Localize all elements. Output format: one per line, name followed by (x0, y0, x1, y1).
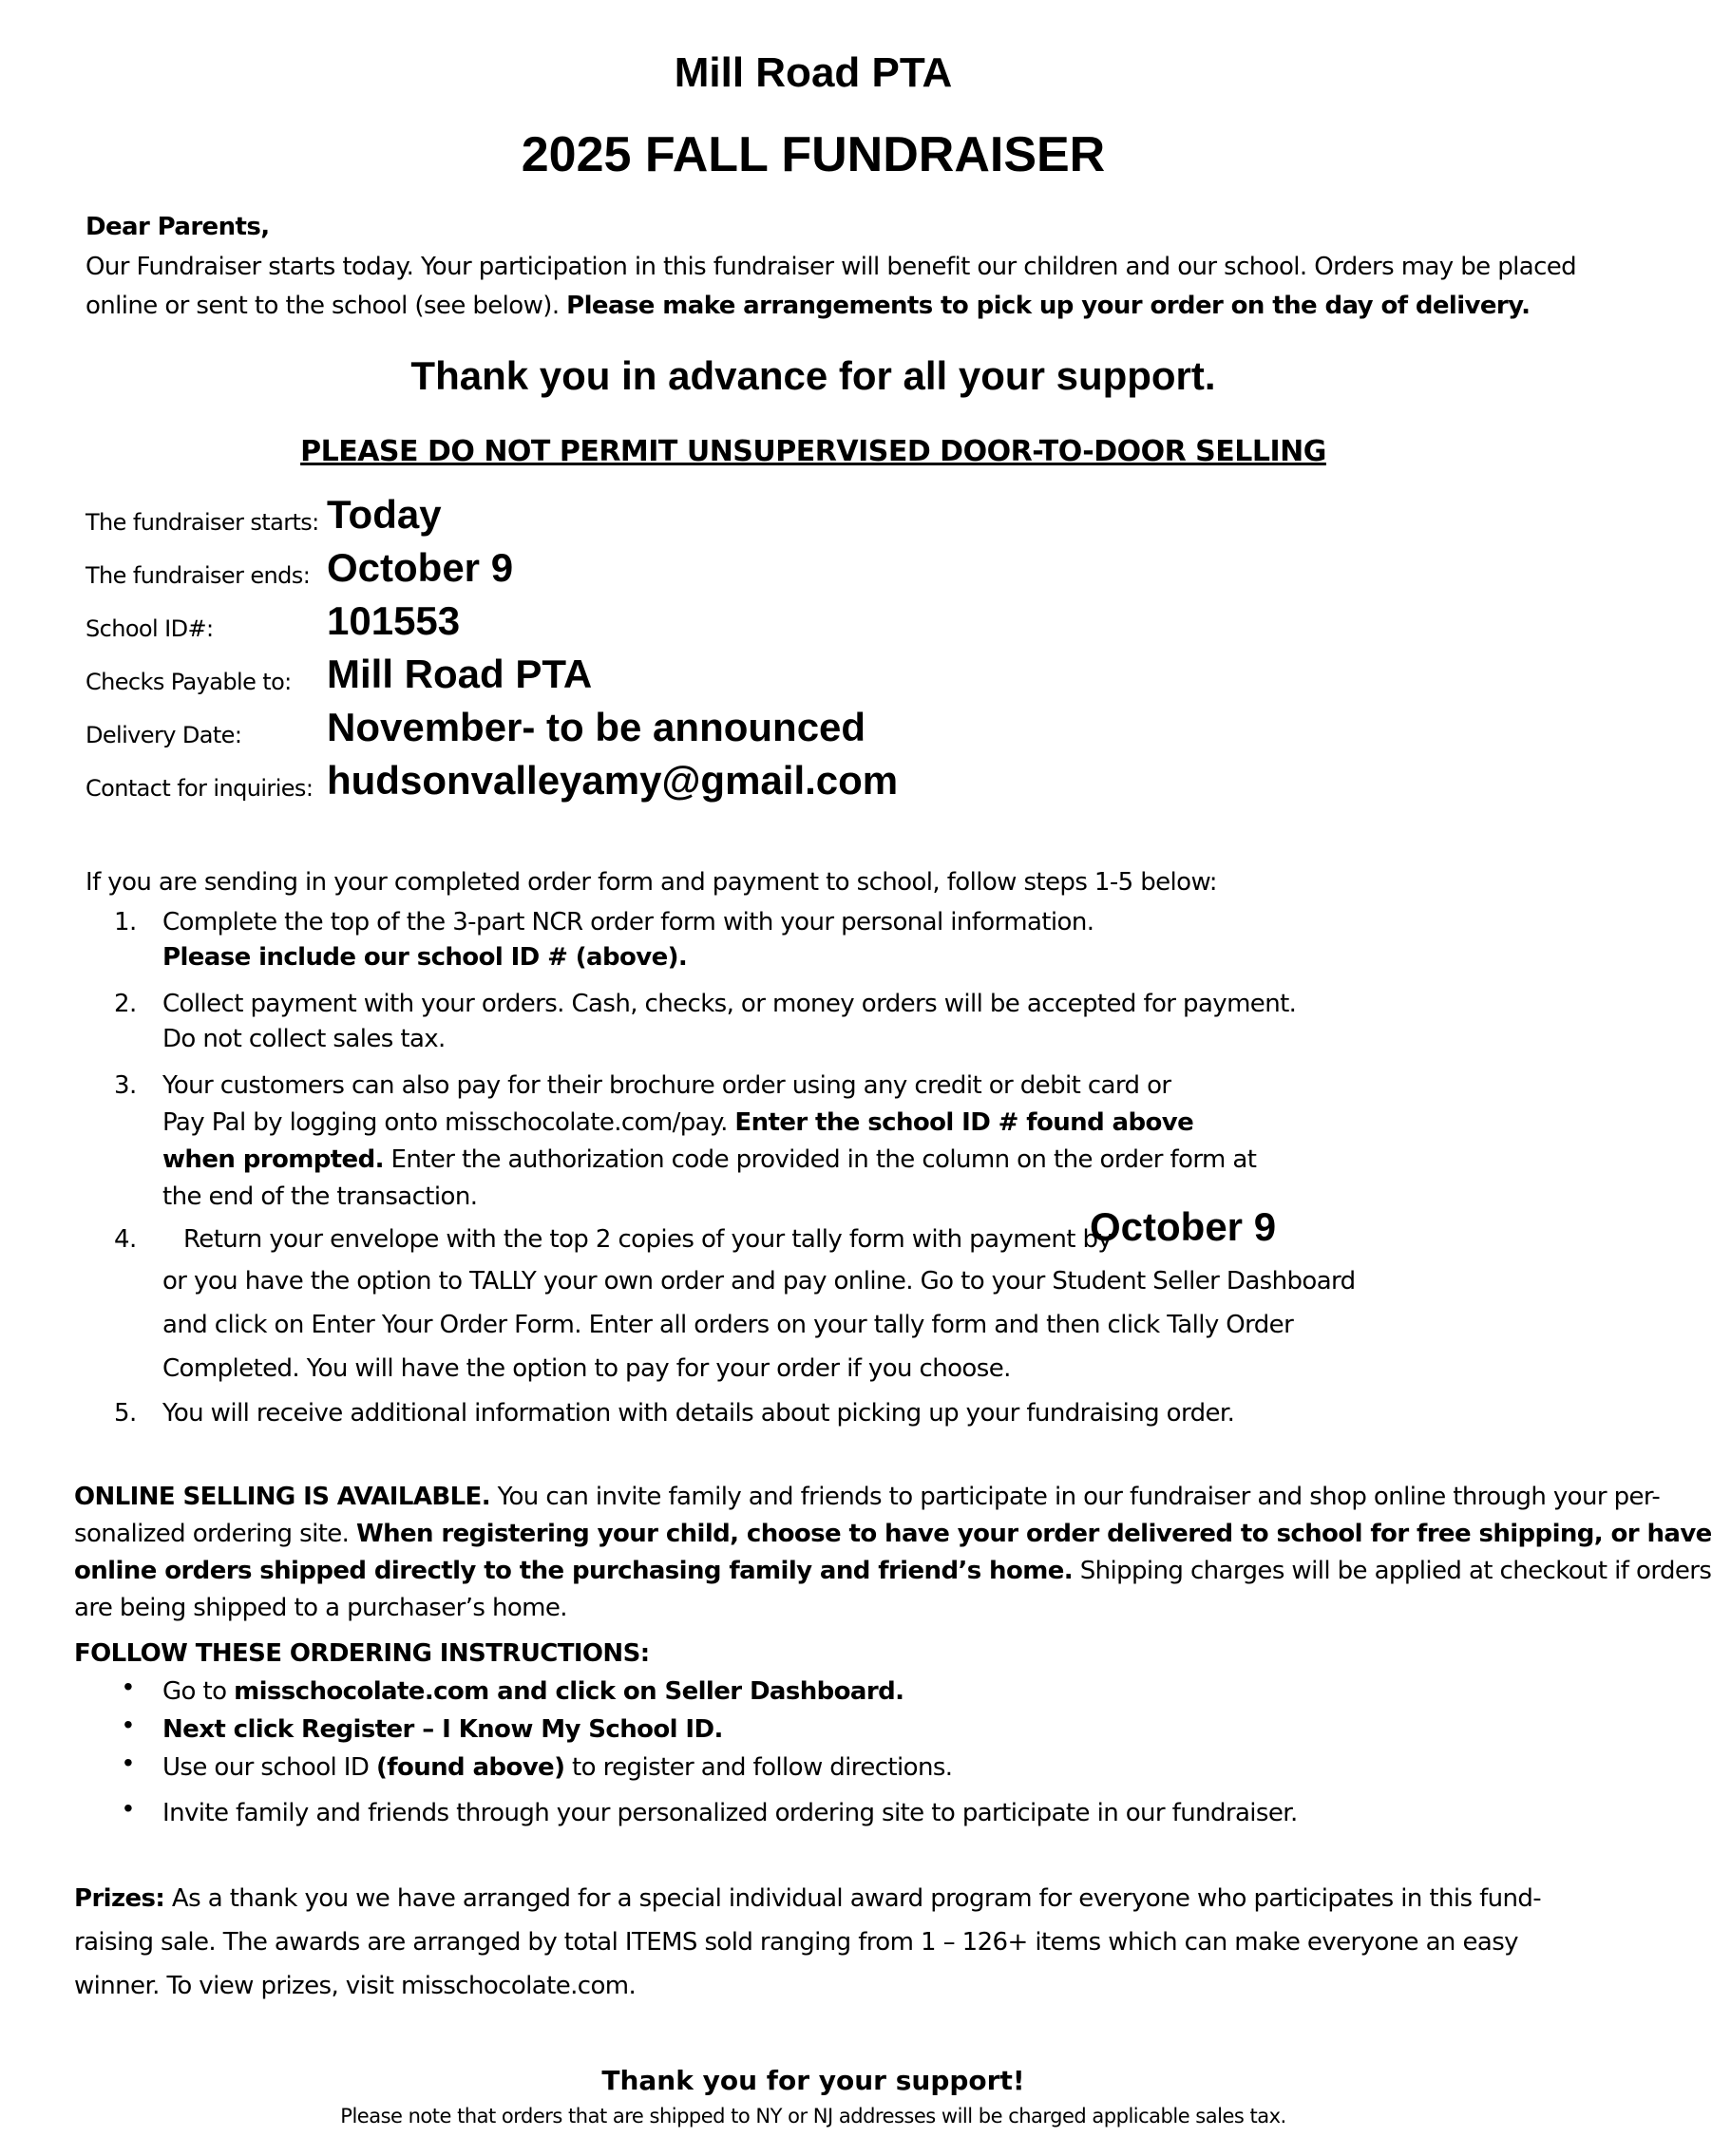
step-number: 4. (114, 1225, 137, 1254)
greeting: Dear Parents, (86, 213, 270, 241)
instruction-item: Use our school ID (found above) to register and follow directions. (162, 1753, 953, 1782)
closing-thanks: Thank you for your support! (601, 2065, 1025, 2096)
detail-label: Checks Payable to: (86, 669, 292, 695)
bullet-icon: • (124, 1748, 133, 1777)
detail-label: The fundraiser ends: (86, 562, 311, 589)
step-4-line: Return your envelope with the top 2 copies of your tally form with payment by (183, 1225, 1113, 1254)
step-number: 5. (114, 1399, 137, 1428)
instruction-item: Next click Register – I Know My School ID. (162, 1715, 723, 1744)
detail-value: 101553 (327, 598, 461, 643)
instruction-item: Go to misschocolate.com and click on Seller Dashboard. (162, 1677, 904, 1706)
step-4-line: Completed. You will have the option to pay for your order if you choose. (162, 1354, 1011, 1383)
step-2-line: Do not collect sales tax. (162, 1025, 446, 1053)
step-3-line: Pay Pal by logging onto misschocolate.com/pay. Enter the school ID # found above (162, 1108, 1194, 1137)
step-number: 1. (114, 908, 137, 936)
online-line-4: are being shipped to a purchaser’s home. (74, 1594, 567, 1622)
step-number: 3. (114, 1071, 137, 1100)
step-3-line: when prompted. Enter the authorization code provided in the column on the order form at (162, 1145, 1257, 1174)
instructions-heading: FOLLOW THESE ORDERING INSTRUCTIONS: (74, 1639, 650, 1668)
detail-label: Delivery Date: (86, 722, 242, 748)
prizes-line-3: winner. To view prizes, visit misschocolate.com. (74, 1972, 637, 2000)
detail-label: The fundraiser starts: (86, 509, 319, 536)
step-1-line: Please include our school ID # (above). (162, 943, 688, 972)
step-5-line: You will receive additional information with details about picking up your fundraising order. (162, 1399, 1235, 1428)
step-4-line: and click on Enter Your Order Form. Enter all orders on your tally form and then click Tally Order (162, 1311, 1294, 1339)
prizes-line-1: Prizes: As a thank you we have arranged for a special individual award program for everyone who participates in this fund- (74, 1884, 1542, 1913)
bullet-icon: • (124, 1793, 133, 1823)
step-1-line: Complete the top of the 3-part NCR order form with your personal information. (162, 908, 1094, 936)
step-2-line: Collect payment with your orders. Cash, checks, or money orders will be accepted for payment. (162, 990, 1297, 1018)
online-line-2: sonalized ordering site. When registering your child, choose to have your order delivered to school for free shipping, or have (74, 1520, 1712, 1548)
thanks-advance: Thank you in advance for all your support. (410, 353, 1216, 398)
step-4-due-date: October 9 (1090, 1204, 1277, 1249)
intro-line-1: Our Fundraiser starts today. Your participation in this fundraiser will benefit our children and our school. Orders may be placed (86, 253, 1577, 281)
bullet-icon: • (124, 1672, 133, 1701)
steps-intro: If you are sending in your completed order form and payment to school, follow steps 1-5 below: (86, 868, 1217, 897)
detail-label: Contact for inquiries: (86, 775, 314, 802)
detail-value: Mill Road PTA (327, 652, 593, 696)
bullet-icon: • (124, 1710, 133, 1739)
step-3-line: the end of the transaction. (162, 1182, 478, 1211)
detail-value: hudsonvalleyamy@gmail.com (327, 758, 899, 803)
online-line-3: online orders shipped directly to the purchasing family and friend’s home. Shipping charges will be applied at checkout if orders (74, 1557, 1712, 1585)
step-4-line: or you have the option to TALLY your own order and pay online. Go to your Student Seller Dashboard (162, 1267, 1356, 1295)
instruction-item: Invite family and friends through your personalized ordering site to participate in our fundraiser. (162, 1799, 1298, 1827)
warning-heading: PLEASE DO NOT PERMIT UNSUPERVISED DOOR-TO-DOOR SELLING (300, 435, 1326, 468)
page-title: 2025 FALL FUNDRAISER (521, 127, 1106, 182)
detail-value: November- to be announced (327, 705, 866, 749)
step-3-line: Your customers can also pay for their brochure order using any credit or debit card or (162, 1071, 1171, 1100)
detail-value: October 9 (327, 545, 514, 590)
detail-label: School ID#: (86, 615, 214, 642)
org-name: Mill Road PTA (674, 49, 953, 96)
step-number: 2. (114, 990, 137, 1018)
tax-footnote: Please note that orders that are shipped to NY or NJ addresses will be charged applicable sales tax. (340, 2105, 1286, 2128)
online-line-1: ONLINE SELLING IS AVAILABLE. You can invite family and friends to participate in our fundraiser and shop online through your per- (74, 1483, 1661, 1511)
detail-value: Today (327, 492, 442, 537)
prizes-line-2: raising sale. The awards are arranged by total ITEMS sold ranging from 1 – 126+ items which can make everyone an easy (74, 1928, 1518, 1957)
intro-line-2: online or sent to the school (see below). Please make arrangements to pick up your order on the day of delivery. (86, 292, 1531, 320)
